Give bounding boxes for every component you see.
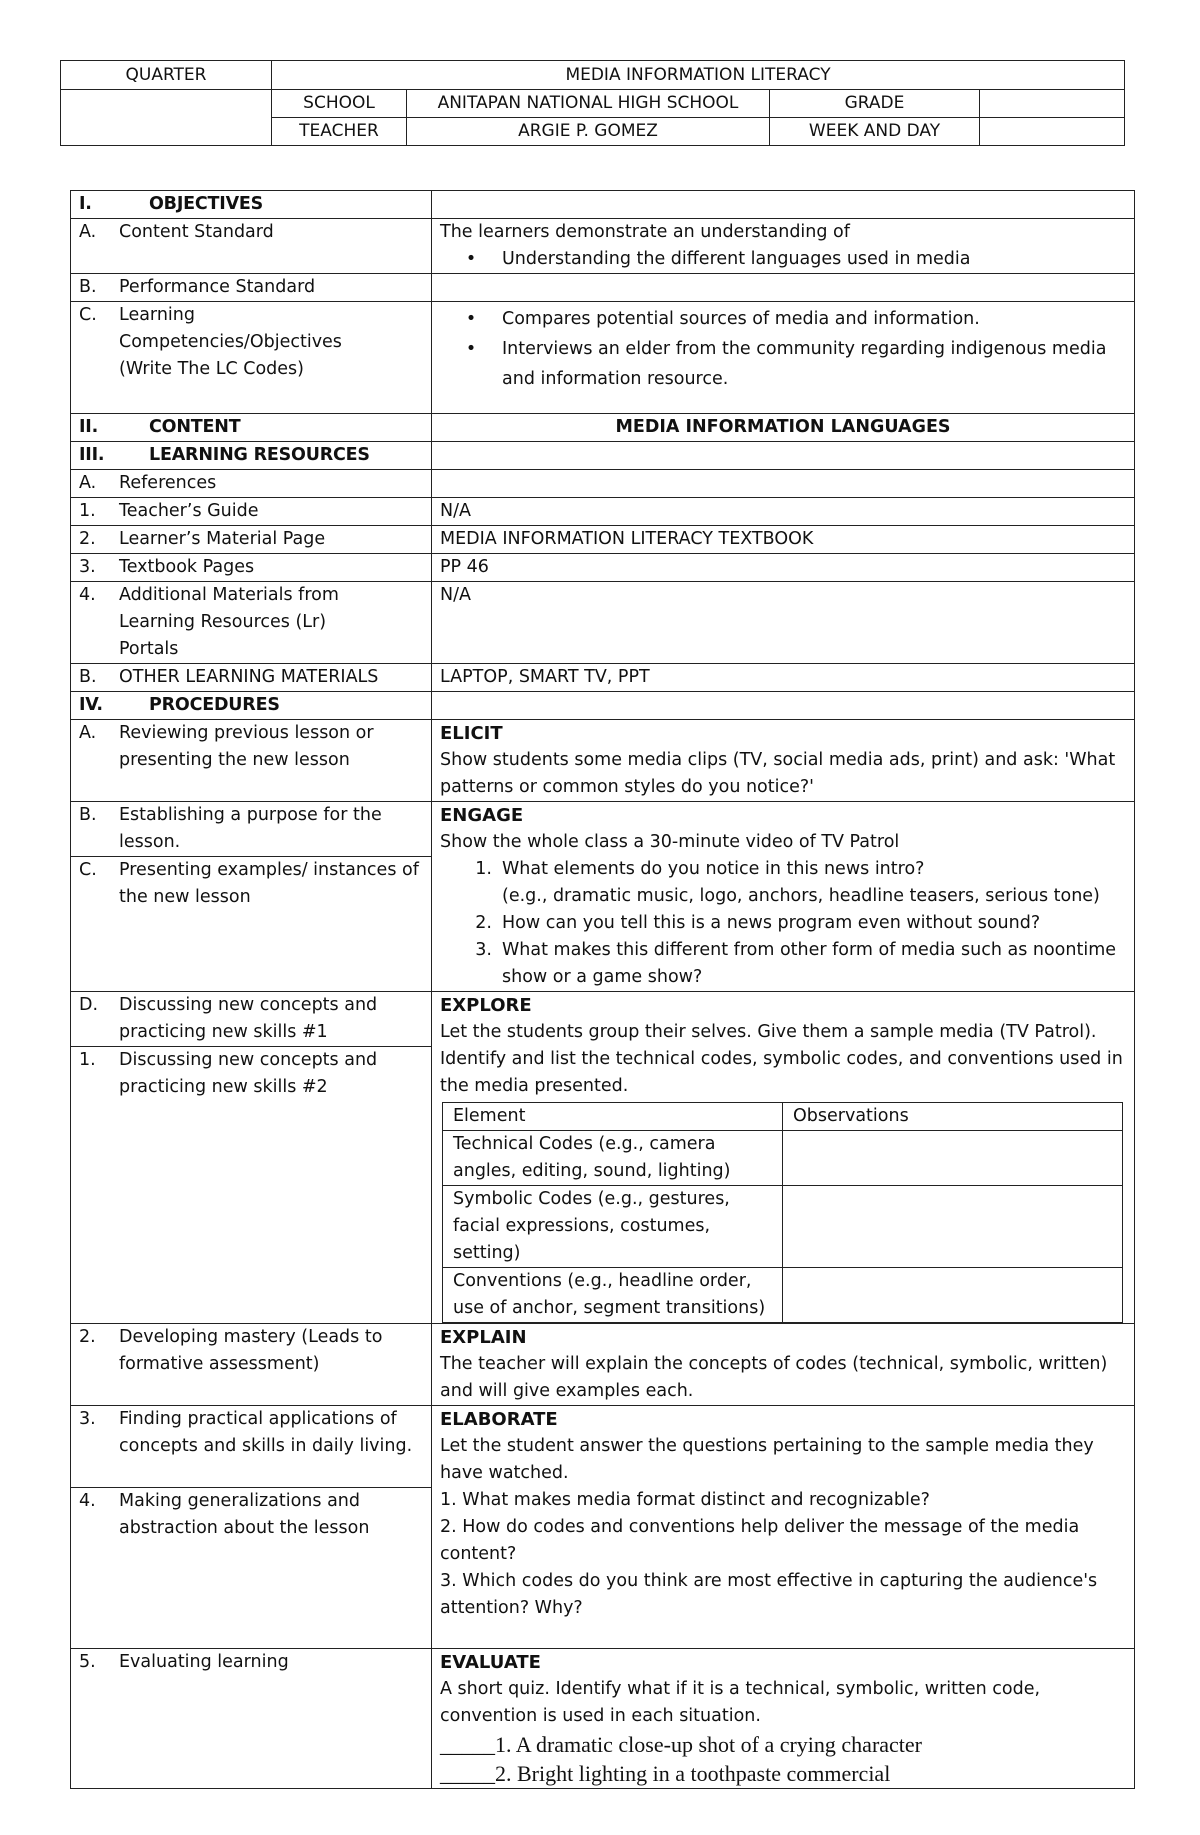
procedures-heading: IV. PROCEDURES (71, 692, 432, 720)
quarter-value (61, 90, 272, 146)
procedure-i-label: 5. Evaluating learning (71, 1649, 432, 1789)
explain-cell: EXPLAIN The teacher will explain the concepts of codes (technical, symbolic, written) and will give examples each. (432, 1324, 1135, 1406)
additional-materials-value: N/A (432, 582, 1135, 664)
list-item: 1. What makes media format distinct and recognizable? (440, 1490, 930, 1510)
additional-materials-label: 4. Additional Materials from Learning Resources (Lr) Portals (71, 582, 432, 664)
list-item: 3. What makes this different from other form of media such as noontime show or a game show? (475, 940, 1117, 987)
procedure-bc-label: B. Establishing a purpose for the lesson. C. Presenting examples/ instances of the new lesson (71, 802, 432, 992)
list-item: 2. How do codes and conventions help deliver the message of the media content? (440, 1517, 1080, 1564)
quarter-label: QUARTER (61, 61, 272, 90)
engage-cell: ENGAGE Show the whole class a 30-minute video of TV Patrol 1. What elements do you notice in this news intro? (e.g., dramatic music, logo, anchors, headline teasers, serious tone) 2. How can you tell this is a news program even without sound? 3. What makes this different from other form of media such as noontime show or a game show? (432, 802, 1135, 992)
procedure-gh-label: 3. Finding practical applications of concepts and skills in daily living. 4. Making generalizations and abstraction about the lesson (71, 1406, 432, 1649)
procedure-a-label: A. Reviewing previous lesson or presenting the new lesson (71, 720, 432, 802)
week-value (980, 118, 1125, 146)
table-row: Symbolic Codes (e.g., gestures, facial expressions, costumes, setting) (443, 1186, 1123, 1268)
textbook-pages-value: PP 46 (432, 554, 1135, 582)
header-table (60, 60, 1125, 146)
resources-heading: III. LEARNING RESOURCES (71, 442, 432, 470)
grade-label: GRADE (770, 90, 980, 118)
content-heading: II. CONTENT (71, 414, 432, 442)
content-value: MEDIA INFORMATION LANGUAGES (432, 414, 1135, 442)
textbook-pages-label: 3. Textbook Pages (71, 554, 432, 582)
performance-standard-label: B. Performance Standard (71, 274, 432, 302)
table-row: Conventions (e.g., headline order, use of anchor, segment transitions) (443, 1268, 1123, 1323)
other-materials-value: LAPTOP, SMART TV, PPT (432, 664, 1135, 692)
explore-cell: EXPLORE Let the students group their selves. Give them a sample media (TV Patrol). Identify and list the technical codes, symbolic codes, and conventions used in the media presented. Element Observations Technical Codes (e.g., camera angles, editing, sound, lighting) Symbolic Codes (e.g., gestures, facial expressions, costumes, setting) Conventions (e.g., headline order, use of anchor, segment transitions) (432, 992, 1135, 1324)
school-value: ANITAPAN NATIONAL HIGH SCHOOL (407, 90, 770, 118)
evaluate-cell: EVALUATE A short quiz. Identify what if it is a technical, symbolic, written code, convention is used in each situation. _____1. A dramatic close-up shot of a crying character _____2. Bright lighting in a toothpaste commercial (432, 1649, 1135, 1789)
competencies-label: C. Learning Competencies/Objectives (Write The LC Codes) (71, 302, 432, 414)
elaborate-cell: ELABORATE Let the student answer the questions pertaining to the sample media they have watched. 1. What makes media format distinct and recognizable? 2. How do codes and conventions help deliver the message of the media content? 3. Which codes do you think are most effective in capturing the audience's attention? Why? (432, 1406, 1135, 1649)
competencies-value (432, 302, 1135, 414)
table-header-observations: Observations (783, 1103, 1123, 1131)
school-label: SCHOOL (272, 90, 407, 118)
observation-table (442, 1102, 1123, 1323)
lesson-table (70, 190, 1135, 1789)
teacher-label: TEACHER (272, 118, 407, 146)
grade-value (980, 90, 1125, 118)
subject-title: MEDIA INFORMATION LITERACY (272, 61, 1125, 90)
list-item: • Interviews an elder from the community regarding indigenous media and information resource. (465, 339, 1107, 389)
learners-material-value: MEDIA INFORMATION LITERACY TEXTBOOK (432, 526, 1135, 554)
table-row: Technical Codes (e.g., camera angles, editing, sound, lighting) (443, 1131, 1123, 1186)
elicit-cell: ELICIT Show students some media clips (TV, social media ads, print) and ask: 'What patterns or common styles do you notice?' (432, 720, 1135, 802)
quiz-item: _____2. Bright lighting in a toothpaste commercial (440, 1761, 891, 1786)
list-item: 2. How can you tell this is a news program even without sound? (475, 913, 1041, 933)
teachers-guide-label: 1. Teacher’s Guide (71, 498, 432, 526)
list-item: 3. Which codes do you think are most effective in capturing the audience's attention? Why? (440, 1571, 1098, 1618)
list-item: 1. What elements do you notice in this news intro? (e.g., dramatic music, logo, anchors, headline teasers, serious tone) (475, 859, 1100, 906)
teacher-value: ARGIE P. GOMEZ (407, 118, 770, 146)
objectives-heading: I. OBJECTIVES (71, 191, 432, 219)
list-item: • Understanding the different languages used in media (465, 249, 971, 269)
procedure-f-label: 2. Developing mastery (Leads to formative assessment) (71, 1324, 432, 1406)
other-materials-label: B. OTHER LEARNING MATERIALS (71, 664, 432, 692)
teachers-guide-value: N/A (432, 498, 1135, 526)
content-standard-label: A. Content Standard (71, 219, 432, 274)
content-standard-value: The learners demonstrate an understanding of • Understanding the different languages used in media (432, 219, 1135, 274)
week-label: WEEK AND DAY (770, 118, 980, 146)
list-item: • Compares potential sources of media and information. (465, 309, 980, 329)
table-header-element: Element (443, 1103, 783, 1131)
procedure-d-label: D. Discussing new concepts and practicing new skills #1 1. Discussing new concepts and practicing new skills #2 (71, 992, 432, 1324)
performance-standard-value (432, 274, 1135, 302)
references-label: A. References (71, 470, 432, 498)
quiz-item: _____1. A dramatic close-up shot of a crying character (440, 1732, 923, 1757)
learners-material-label: 2. Learner’s Material Page (71, 526, 432, 554)
